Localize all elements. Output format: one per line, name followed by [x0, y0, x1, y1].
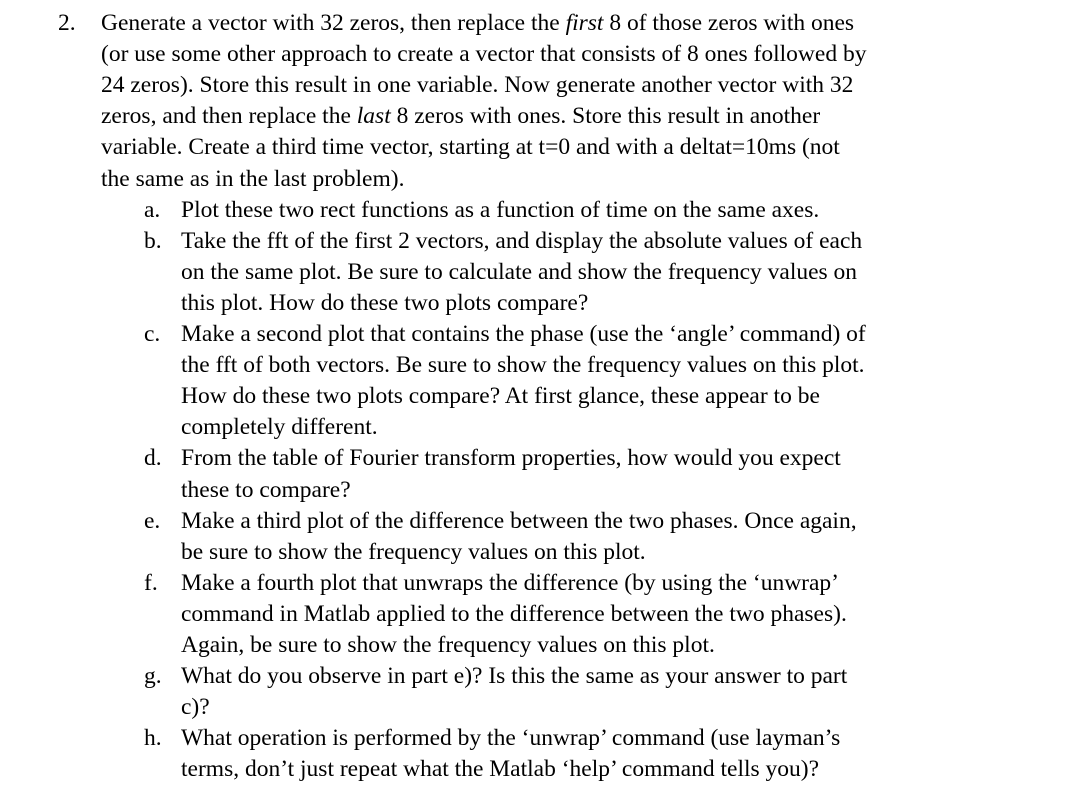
part-f-line: command in Matlab applied to the difference between the two phases).	[181, 600, 847, 627]
intro-text: zeros, and then replace the	[101, 103, 357, 130]
intro-text: Generate a vector with 32 zeros, then replace the	[101, 10, 566, 36]
intro-text: 8 zeros with ones. Store this result in another	[390, 103, 821, 130]
part-h-line: What operation is performed by the ‘unwrap’ command (use layman’s	[181, 725, 841, 752]
intro-emphasis: first	[565, 10, 604, 36]
part-c-line: the fft of both vectors. Be sure to show the frequency values on this plot.	[181, 352, 865, 379]
part-e-line: be sure to show the frequency values on this plot.	[181, 538, 646, 565]
part-c-line: completely different.	[181, 414, 378, 441]
part-f-line: Make a fourth plot that unwraps the difference (by using the ‘unwrap’	[181, 569, 840, 596]
part-marker-b: b.	[144, 227, 162, 254]
problem-number: 2.	[58, 10, 76, 36]
part-h-line: terms, don’t just repeat what the Matlab ‘help’ command tells you)?	[181, 756, 820, 783]
intro-text: 8 of those zeros with ones	[603, 10, 855, 36]
part-e-line: Make a third plot of the difference between the two phases. Once again,	[181, 507, 857, 534]
part-marker-a: a.	[144, 196, 161, 223]
part-c-line: Make a second plot that contains the phase (use the ‘angle’ command) of	[181, 321, 866, 347]
part-c-line: How do these two plots compare? At first glance, these appear to be	[181, 383, 820, 410]
intro-line	[101, 132, 840, 163]
part-b-line: this plot. How do these two plots compare?	[181, 289, 589, 316]
intro-line	[101, 39, 866, 70]
part-b-line: on the same plot. Be sure to calculate and show the frequency values on	[181, 258, 858, 285]
intro-text: variable. Create a third time vector, starting at t=0 and with a deltat=10ms (not	[101, 134, 840, 161]
part-marker-f: f.	[144, 569, 158, 596]
part-marker-e: e.	[144, 507, 161, 534]
part-d-line: these to compare?	[181, 476, 351, 503]
intro-emphasis: last	[356, 103, 391, 130]
intro-line	[101, 70, 853, 101]
intro-line	[101, 101, 820, 132]
intro-text: 24 zeros). Store this result in one variable. Now generate another vector with 32	[101, 72, 854, 99]
part-b-line: Take the fft of the first 2 vectors, and display the absolute values of each	[181, 227, 863, 254]
intro-line	[101, 8, 854, 39]
part-d-line: From the table of Fourier transform properties, how would you expect	[181, 445, 841, 472]
intro-text: the same as in the last problem).	[101, 165, 405, 192]
part-marker-g: g.	[144, 663, 162, 690]
part-g-line: c)?	[181, 694, 210, 721]
part-marker-d: d.	[144, 445, 162, 472]
intro-text: (or use some other approach to create a vector that consists of 8 ones followed by	[101, 41, 867, 68]
part-g-line: What do you observe in part e)? Is this the same as your answer to part	[181, 663, 848, 690]
part-marker-c: c.	[144, 321, 161, 347]
part-marker-h: h.	[144, 725, 162, 752]
part-a-line: Plot these two rect functions as a function of time on the same axes.	[181, 196, 820, 223]
intro-line	[101, 164, 404, 195]
part-f-line: Again, be sure to show the frequency values on this plot.	[181, 632, 715, 658]
